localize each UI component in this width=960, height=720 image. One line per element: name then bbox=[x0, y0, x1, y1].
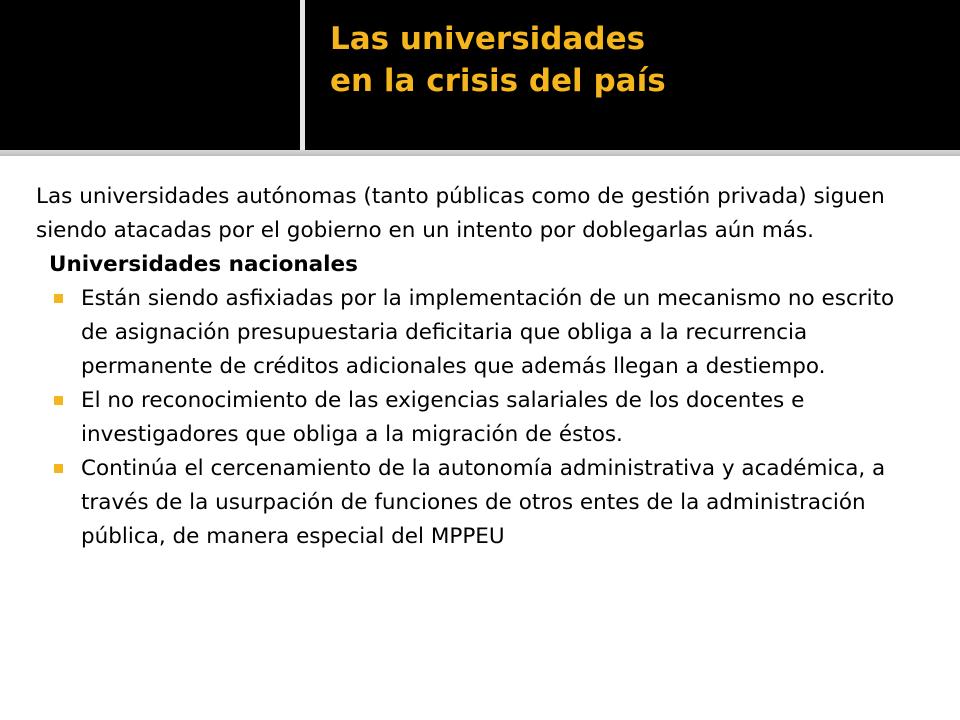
bullet-item bbox=[36, 452, 916, 554]
bullet-text: Continúa el cercenamiento de la autonomía administrativa y académica, a través de la usurpación de funciones de otros entes de la administración pública, de manera especial del MPPEU bbox=[81, 456, 886, 549]
slide-title bbox=[330, 18, 666, 102]
section-heading: Universidades nacionales bbox=[49, 252, 358, 277]
square-bullet-icon bbox=[54, 464, 63, 473]
bullet-list bbox=[36, 282, 916, 554]
bullet-item bbox=[36, 384, 916, 452]
bullet-text: Están siendo asfixiadas por la implementación de un mecanismo no escrito de asignación presupuestaria deficitaria que obliga a la recurrencia permanente de créditos adicionales que además llegan a destiempo. bbox=[81, 286, 895, 379]
header-left-block bbox=[0, 0, 300, 150]
slide-title-line-1: Las universidades bbox=[330, 21, 646, 57]
intro-paragraph: Las universidades autónomas (tanto públicas como de gestión privada) siguen siendo atacadas por el gobierno en un intento por doblegarlas aún más. bbox=[36, 184, 885, 243]
bullet-item bbox=[36, 282, 916, 384]
header-rule bbox=[0, 150, 960, 156]
slide-title-line-2: en la crisis del país bbox=[330, 63, 666, 99]
square-bullet-icon bbox=[54, 294, 63, 303]
bullet-text: El no reconocimiento de las exigencias salariales de los docentes e investigadores que obliga a la migración de éstos. bbox=[81, 388, 805, 447]
square-bullet-icon bbox=[54, 396, 63, 405]
slide-body bbox=[36, 180, 916, 554]
